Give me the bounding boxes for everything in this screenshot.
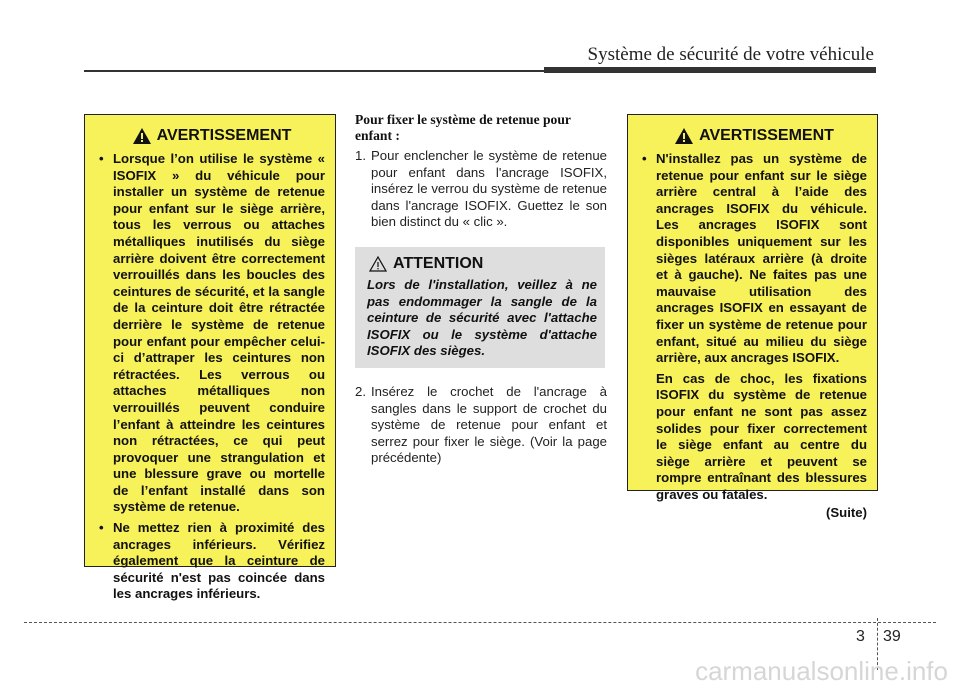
warning-triangle-icon [133, 128, 151, 144]
warning-bullet: • Ne mettez rien à proximité des ancrages inférieurs. Vérifiez également que la ceinture de sécurité n'est pas coincée dans les ancrages inférieurs. [99, 520, 325, 603]
attention-triangle-icon [369, 256, 387, 272]
attention-heading [367, 255, 597, 273]
step-number: 1. [355, 148, 366, 163]
warning-paragraph: En cas de choc, les fixations ISOFIX du système de retenue pour enfant ne sont pas assez solides pour fixer correctement le siège enfant au centre du siège arrière et peuvent se rompre entraînant des blessures graves ou fatales. [656, 370, 867, 502]
warning-bullet: • N'installez pas un système de retenue pour enfant sur le siège arrière central à l’aide des ancrages ISOFIX du véhicule. Les ancrages ISOFIX sont disponibles uniquement sur les sièges latéraux arrière (à droite et à gauche). Ne faites pas une mauvaise utilisation des ancrages ISOFIX en essayant de fixer un système de retenue pour enfant, situé au milieu du siège arrière, aux ancrages ISOFIX. [642, 151, 867, 367]
instructions-column [355, 112, 607, 467]
attention-heading-text: ATTENTION [393, 254, 484, 272]
step-text: Pour enclencher le système de retenue pour enfant dans l'ancrage ISOFIX, insérez le verrou du système de retenue dans l'ancrage ISOFIX. Guettez le son bien distinct du « clic ». [371, 148, 607, 230]
step-1 [355, 148, 607, 231]
header-rule [84, 70, 544, 72]
chapter-number: 3 [856, 628, 865, 645]
continued-label: (Suite) [825, 505, 867, 521]
step-text: Insérez le crochet de l'ancrage à sangles dans le support de crochet du système de retenue pour enfant et serrez pour fixer le siège. (Voir la page précédente) [371, 383, 607, 466]
watermark: carmanualsonline.info [695, 656, 948, 686]
warning-heading-text: AVERTISSEMENT [699, 127, 834, 144]
section-title: Système de sécurité de votre véhicule [587, 44, 874, 65]
step-2 [355, 384, 607, 467]
warning-box-left [84, 114, 336, 602]
warning-list-right [642, 151, 867, 367]
warning-box-right [627, 114, 878, 521]
warning-triangle-icon [675, 128, 693, 144]
attention-box [355, 247, 605, 368]
instructions-title: Pour fixer le système de retenue pour enfant : [355, 112, 571, 143]
warning-bullet: • Lorsque l’on utilise le système « ISOFIX » du véhicule pour installer un système de retenue pour enfant sur le siège arrière, tous les verrous ou attaches métalliques inutilisés du siège arrière doivent être correctement verrouillés dans les boucles des ceintures de sécurité, et la sangle de la ceinture doit être rétractée derrière le système de retenue pour enfant pour empêcher celui-ci d’attraper les ceintures non rétractées. Les verrous ou attaches métalliques non verrouillés peuvent conduire l’enfant à atteindre les ceintures non rétractées, ce qui peut provoquer une strangulation et une blessure grave ou mortelle de l’enfant installé dans son système de retenue. [99, 151, 325, 516]
warning-heading-left [99, 127, 325, 145]
page-number: 39 [883, 628, 901, 645]
warning-heading-text: AVERTISSEMENT [156, 127, 292, 144]
footer-rule [24, 622, 936, 623]
header-rule-thick [544, 67, 876, 73]
attention-text: Lors de l'installation, veillez à ne pas endommager la sangle de la ceinture de sécurité avec l'attache ISOFIX ou le système d'attache ISOFIX des sièges. [367, 276, 597, 359]
warning-heading-right [642, 127, 867, 145]
warning-list-left [99, 151, 325, 603]
step-number: 2. [355, 383, 366, 399]
